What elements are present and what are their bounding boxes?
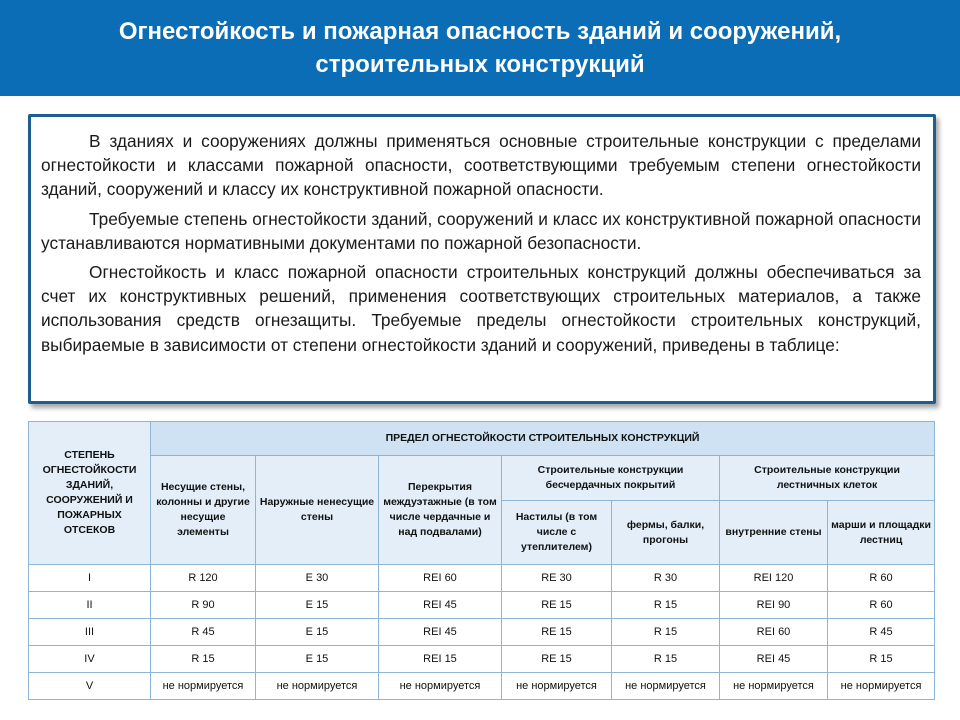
table-cell: REI 90 (720, 592, 828, 619)
table-cell: V (29, 673, 151, 700)
header-stair-walls: внутренние стены (720, 501, 828, 565)
table-cell: REI 60 (720, 619, 828, 646)
table-cell: не нормируется (612, 673, 720, 700)
table-cell: RE 15 (502, 619, 612, 646)
table-cell: R 15 (612, 592, 720, 619)
table-cell: RE 15 (502, 592, 612, 619)
table-cell: R 15 (612, 619, 720, 646)
table-cell: не нормируется (502, 673, 612, 700)
table-cell: R 45 (151, 619, 256, 646)
header-roof-group: Строительные конструкции бесчердачных покрытий (502, 456, 720, 501)
header-bearing-walls: Несущие стены, колонны и другие несущие элементы (151, 456, 256, 565)
table-cell: RE 15 (502, 646, 612, 673)
table-cell: не нормируется (379, 673, 502, 700)
table-cell: REI 45 (379, 592, 502, 619)
table-cell: не нормируется (828, 673, 935, 700)
paragraph-3: Огнестойкость и класс пожарной опасности строительных конструкций должны обеспечиваться за счет их конструктивных решений, применения соответствующих строительных материалов, а также использования средств огнезащиты. Требуемые пределы огнестойкости строительных конструкций, выбираемые в зависимости от степени огнестойкости зданий и сооружений, приведены в таблице: (41, 262, 921, 355)
table-cell: R 120 (151, 565, 256, 592)
paragraph-2: Требуемые степень огнестойкости зданий, сооружений и класс их конструктивной пожарной опасности устанавливаются нормативными документами по пожарной безопасности. (41, 208, 921, 253)
table-cell: REI 45 (379, 619, 502, 646)
header-floors: Перекрытия междуэтажные (в том числе чердачные и над подвалами) (379, 456, 502, 565)
table-cell: REI 15 (379, 646, 502, 673)
header-fire-limit-group: ПРЕДЕЛ ОГНЕСТОЙКОСТИ СТРОИТЕЛЬНЫХ КОНСТРУКЦИЙ (151, 422, 935, 456)
table-cell: R 90 (151, 592, 256, 619)
header-roof-deck: Настилы (в том числе с утеплителем) (502, 501, 612, 565)
header-outer-walls: Наружные ненесущие стены (256, 456, 379, 565)
table-cell: R 45 (828, 619, 935, 646)
table-cell: не нормируется (720, 673, 828, 700)
table-cell: REI 120 (720, 565, 828, 592)
intro-text-box (28, 114, 936, 404)
table-row (29, 646, 935, 673)
table-cell: R 60 (828, 565, 935, 592)
table-row (29, 565, 935, 592)
table-cell: E 15 (256, 592, 379, 619)
header-stair-flights: марши и площадки лестниц (828, 501, 935, 565)
table-cell: E 15 (256, 619, 379, 646)
table-cell: I (29, 565, 151, 592)
table-cell: II (29, 592, 151, 619)
table-cell: R 30 (612, 565, 720, 592)
fire-resistance-table (28, 421, 935, 700)
table-cell: REI 60 (379, 565, 502, 592)
table-cell: III (29, 619, 151, 646)
page-title: Огнестойкость и пожарная опасность зданий и сооружений, строительных конструкций (118, 18, 842, 78)
table-row (29, 673, 935, 700)
table-cell: E 15 (256, 646, 379, 673)
header-roof-truss: фермы, балки, прогоны (612, 501, 720, 565)
table-cell: RE 30 (502, 565, 612, 592)
table-cell: R 15 (151, 646, 256, 673)
table-cell: E 30 (256, 565, 379, 592)
title-banner (0, 0, 960, 96)
table-row (29, 619, 935, 646)
table-cell: REI 45 (720, 646, 828, 673)
table-cell: R 15 (612, 646, 720, 673)
header-fire-degree: СТЕПЕНЬ ОГНЕСТОЙКОСТИ ЗДАНИЙ, СООРУЖЕНИЙ И ПОЖАРНЫХ ОТСЕКОВ (29, 422, 151, 565)
table-cell: R 15 (828, 646, 935, 673)
header-stair-group: Строительные конструкции лестничных клеток (720, 456, 935, 501)
table-row (29, 592, 935, 619)
table-cell: не нормируется (256, 673, 379, 700)
table-cell: не нормируется (151, 673, 256, 700)
table-cell: IV (29, 646, 151, 673)
table-cell: R 60 (828, 592, 935, 619)
paragraph-1: В зданиях и сооружениях должны применяться основные строительные конструкции с пределами огнестойкости и классами пожарной опасности, соответствующими требуемым степени огнестойкости зданий, сооружений и классу их конструктивной пожарной опасности. (41, 131, 921, 200)
